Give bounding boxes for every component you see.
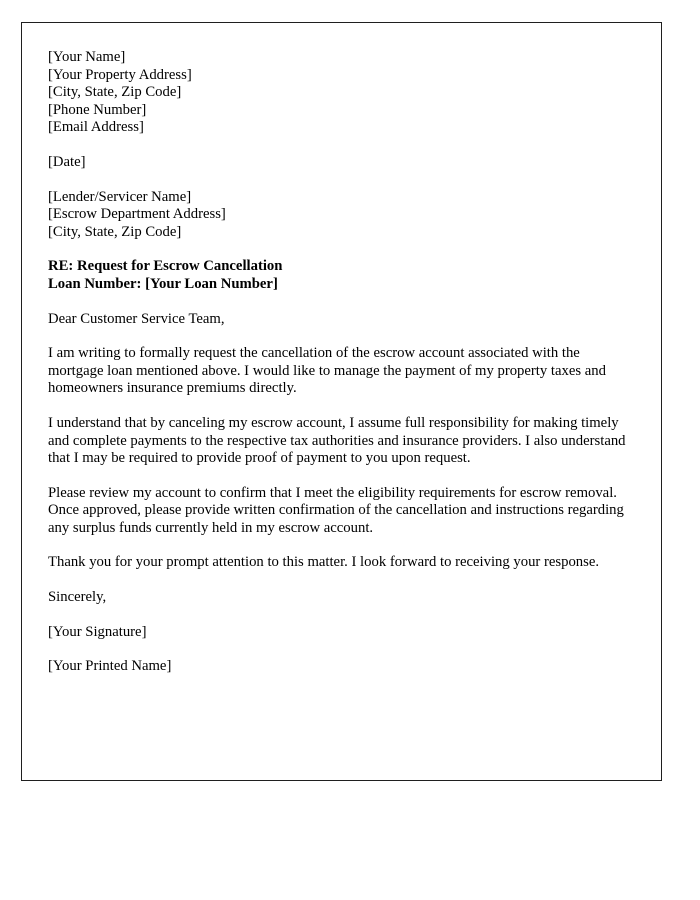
sender-email-address: [Email Address] <box>48 119 144 136</box>
body-paragraph-2: I understand that by canceling my escrow account, I assume full responsibility for making timely and complete payments to the respective tax authorities and insurance providers. I also understand that I may be required to provide proof of payment to you upon request. <box>48 414 626 467</box>
printed-name-block <box>48 658 631 676</box>
closing-block <box>48 589 631 607</box>
recipient-department-address: [Escrow Department Address] <box>48 206 226 223</box>
signature-placeholder: [Your Signature] <box>48 623 147 640</box>
body-paragraph-1: I am writing to formally request the cancellation of the escrow account associated with the mortgage loan mentioned above. I would like to manage the payment of my property taxes and homeowners insurance premiums directly. <box>48 345 606 397</box>
body-paragraph-4: Thank you for your prompt attention to this matter. I look forward to receiving your response. <box>48 554 600 571</box>
letter-body <box>22 23 661 676</box>
sender-phone-number: [Phone Number] <box>48 101 147 118</box>
closing-line: Sincerely, <box>48 589 107 606</box>
recipient-address-block <box>48 189 631 242</box>
subject-loan-number-line: Loan Number: [Your Loan Number] <box>48 275 278 292</box>
salutation-line: Dear Customer Service Team, <box>48 310 225 327</box>
sender-name: [Your Name] <box>48 49 126 65</box>
subject-re-line: RE: Request for Escrow Cancellation <box>48 258 283 275</box>
signature-block <box>48 624 631 642</box>
sender-street-address: [Your Property Address] <box>48 66 192 83</box>
subject-block <box>48 258 631 293</box>
recipient-name: [Lender/Servicer Name] <box>48 188 192 205</box>
date-line: [Date] <box>48 153 86 170</box>
printed-name-placeholder: [Your Printed Name] <box>48 658 172 675</box>
recipient-city-state-zip: [City, State, Zip Code] <box>48 223 182 240</box>
sender-address-block <box>48 49 631 137</box>
document-page <box>21 22 662 781</box>
body-paragraph-3: Please review my account to confirm that I meet the eligibility requirements for escrow removal. Once approved, please provide written confirmation of the cancellation and instructions regarding any surplus funds currently held in my escrow account. <box>48 484 624 536</box>
sender-city-state-zip: [City, State, Zip Code] <box>48 84 182 101</box>
salutation-block <box>48 311 631 329</box>
date-block <box>48 154 631 172</box>
